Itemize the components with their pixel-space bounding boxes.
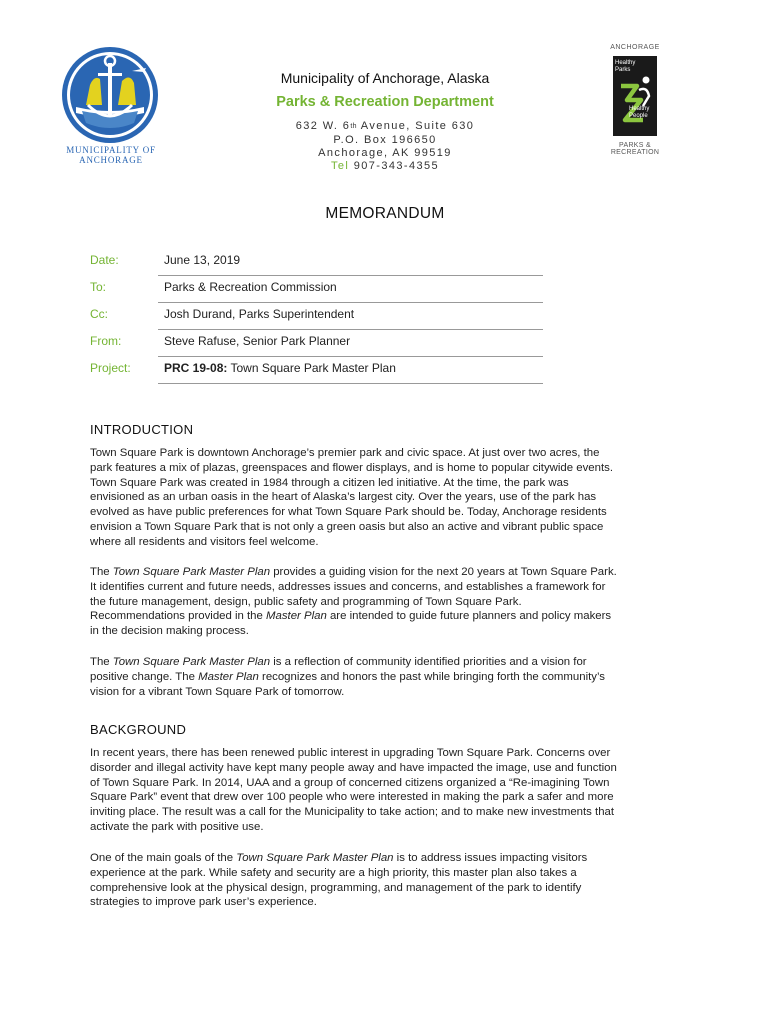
text-line: of Town Square Park. In 2014, UAA and a group of concerned citizens organized a “Re-imagining Town (90, 776, 610, 789)
memo-label-to: To: (90, 280, 107, 294)
municipality-name: Municipality of Anchorage, Alaska (280, 70, 490, 86)
text-line: evolved as have public preferences for what Town Square Park should be. Today, Anchorage residents (90, 506, 607, 519)
text-line: It identifies current and future needs, addresses issues and concerns, and establishes a framework for (90, 580, 606, 593)
text-line (90, 851, 690, 866)
memo-row-cc (90, 303, 543, 330)
address-street-number: 632 W. 6 (295, 120, 351, 132)
text-line: where all residents and visitors feel welcome. (90, 535, 319, 548)
text-run: One of the main goals of the (90, 852, 237, 864)
logo-healthy-people-line2: People (629, 113, 648, 119)
project-number: PRC 19-08: (164, 361, 228, 375)
introduction-paragraph-2 (90, 565, 690, 639)
address-telephone (240, 160, 530, 173)
tel-label: Tel (330, 160, 350, 172)
text-line: Town Square Park is downtown Anchorage’s premier park and civic space. At just over two acres, the (90, 447, 600, 459)
text-run: positive change. The (90, 670, 199, 683)
text-line: the future management, design, public safety and programming of Town Square Park. (90, 595, 522, 608)
master-plan-title: Town Square Park Master Plan (112, 656, 271, 668)
text-run: Recommendations provided in the (90, 610, 267, 623)
master-plan-title: Town Square Park Master Plan (236, 852, 394, 864)
memo-row-to (90, 276, 543, 303)
master-plan-title: Master Plan (266, 610, 327, 623)
text-run: provides a guiding vision for the next 20 years at Town Square Park. (270, 566, 617, 578)
text-line: in the decision making process. (90, 625, 249, 638)
text-line: park features a mix of plazas, greenspaces and flower displays, and is home to popular citywide events. (90, 461, 613, 474)
text-line: vision for a vibrant Town Square Park of tomorrow. (90, 685, 345, 698)
memo-label-cc: Cc: (90, 307, 108, 321)
introduction-heading: INTRODUCTION (90, 422, 194, 437)
text-line: comprehensive look at the physical design, programming, and management of the park to identify (90, 881, 582, 894)
logo-healthy-people-line1: Healthy (629, 106, 650, 112)
address-city: Anchorage, AK 99519 (318, 147, 452, 159)
memo-value-cc: Josh Durand, Parks Superintendent (164, 307, 355, 321)
logo-healthy-parks-line2: Parks (615, 67, 631, 73)
text-line: envision a Town Square Park that is not only a green oasis but also an active and vibrant public space (90, 520, 604, 533)
text-line (90, 609, 690, 624)
text-run: recognizes and honors the past while bringing forth the community’s (258, 670, 605, 683)
background-paragraph-1 (90, 746, 690, 835)
master-plan-title: Town Square Park Master Plan (112, 566, 271, 578)
background-paragraph-2 (90, 851, 690, 910)
text-run: is a reflection of community identified priorities and a vision for (270, 656, 587, 668)
seal-caption (52, 145, 170, 165)
text-line: envisioned as an urban oasis in the heart of Alaska’s largest city. Over the years, use of the park has (90, 491, 597, 504)
master-plan-title: Master Plan (198, 670, 259, 683)
logo-bottom-text: PARKS & RECREATION (610, 142, 660, 156)
address-street (240, 120, 530, 133)
introduction-paragraph-3 (90, 655, 690, 699)
memo-title: MEMORANDUM (325, 205, 445, 222)
introduction-paragraph-1 (90, 446, 690, 550)
memo-value-from: Steve Rafuse, Senior Park Planner (164, 334, 351, 348)
logo-healthy-parks (615, 60, 635, 74)
text-run: are intended to guide future planners and policy makers (326, 610, 612, 623)
address-street-suffix: th (350, 123, 357, 130)
text-run: The (90, 566, 113, 578)
text-line: disorder and illegal activity have kept many people away and have impacted the image, use and function (90, 761, 617, 774)
memo-label-from: From: (90, 334, 122, 348)
memo-row-date (90, 249, 543, 276)
memo-value-date: June 13, 2019 (164, 253, 241, 267)
text-line: In recent years, there has been renewed public interest in upgrading Town Square Park. Concerns over (90, 747, 611, 759)
memo-label-date: Date: (90, 253, 119, 267)
background-heading: BACKGROUND (90, 722, 187, 737)
memo-label-project: Project: (90, 361, 131, 375)
tel-number: 907-343-4355 (349, 160, 440, 172)
logo-healthy-parks-line1: Healthy (615, 60, 636, 66)
municipality-seal (60, 45, 160, 145)
text-line: Square Park” event that drew over 100 people who were interested in making the park a safer and more (90, 791, 614, 804)
memo-divider (158, 383, 543, 384)
project-title: Town Square Park Master Plan (227, 361, 396, 375)
text-line (90, 565, 690, 580)
memo-value-to: Parks & Recreation Commission (164, 280, 337, 294)
text-line (90, 670, 690, 685)
text-line: Town Square Park was created in 1984 through a citizen led initiative. At the time, the park was (90, 476, 569, 489)
memo-value-project (164, 361, 396, 375)
text-run: is to address issues impacting visitors (393, 852, 588, 864)
text-line: strategies to improve park user’s experience. (90, 896, 317, 909)
text-line: activate the park with positive use. (90, 820, 264, 833)
seal-caption-line2: ANCHORAGE (79, 155, 143, 165)
address-street-rest: Avenue, Suite 630 (356, 120, 475, 132)
memo-row-from (90, 330, 543, 357)
department-name: Parks & Recreation Department (276, 94, 494, 110)
logo-top-text: ANCHORAGE (610, 44, 660, 51)
logo-healthy-people (629, 106, 649, 120)
address-po-box: P.O. Box 196650 (333, 134, 437, 146)
text-run: The (90, 656, 113, 668)
seal-caption-line1: MUNICIPALITY OF (66, 145, 156, 155)
text-line: inviting place. The result was a call for the Municipality to take action; and to make new investments that (90, 806, 615, 819)
text-line (90, 655, 690, 670)
memo-row-project (90, 357, 543, 384)
text-line: experience at the park. While safety and security are a high priority, this master plan also takes a (90, 866, 577, 879)
